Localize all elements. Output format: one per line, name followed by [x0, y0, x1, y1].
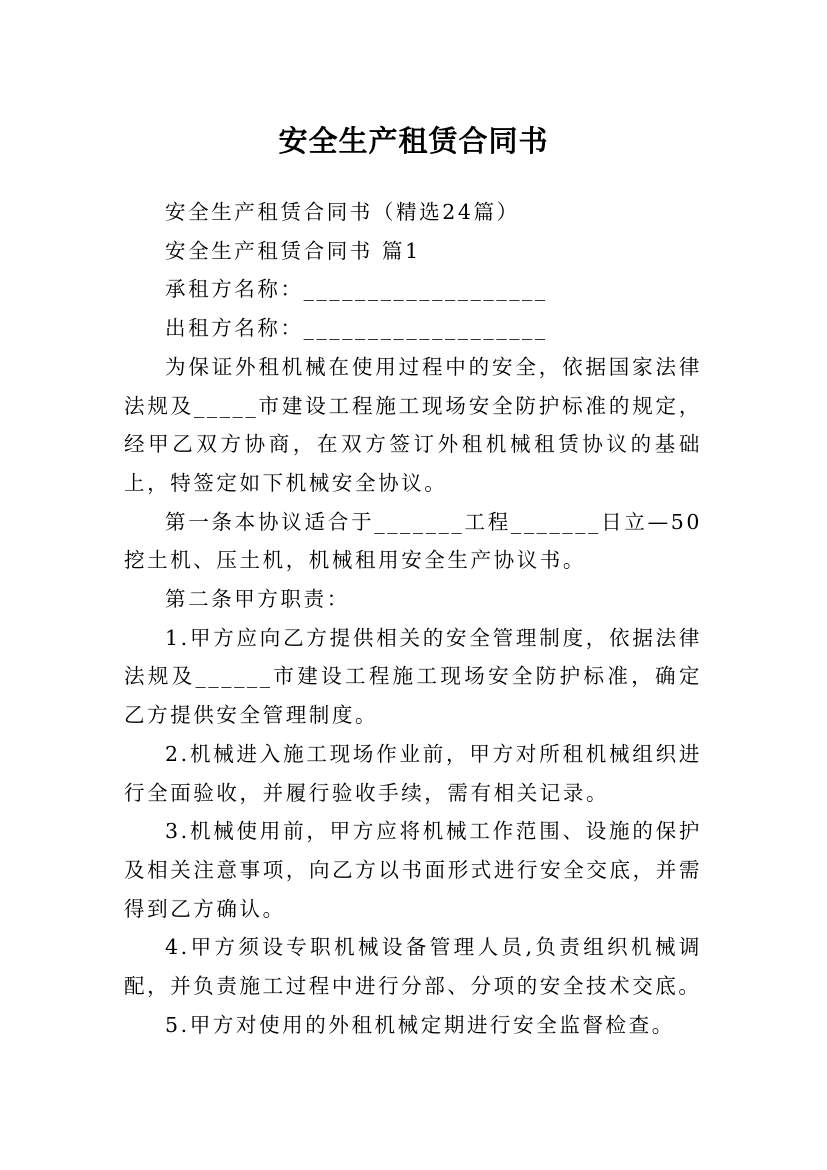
duty-item-1: 1.甲方应向乙方提供相关的安全管理制度，依据法律法规及______市建设工程施工现场安全防护标准，确定乙方提供安全管理制度。 — [124, 625, 702, 728]
lessor-name-line: 出租方名称：___________________ — [165, 316, 548, 341]
article-heading: 安全生产租赁合同书 篇1 — [165, 238, 421, 263]
duty-item-4: 4.甲方须设专职机械设备管理人员,负责组织机械调配，并负责施工过程中进行分部、分项的安全技术交底。 — [124, 935, 702, 999]
document-body — [124, 193, 702, 1044]
article-2-heading: 第二条甲方职责： — [165, 587, 350, 612]
duty-item-3: 3.机械使用前，甲方应将机械工作范围、设施的保护及相关注意事项，向乙方以书面形式进行安全交底，并需得到乙方确认。 — [124, 819, 702, 921]
preamble-paragraph: 为保证外租机械在使用过程中的安全，依据国家法律法规及_____市建设工程施工现场安全防护标准的规定，经甲乙双方协商，在双方签订外租机械租赁协议的基础上，特签定如下机械安全协议。 — [124, 354, 702, 495]
duty-item-2: 2.机械进入施工现场作业前，甲方对所租机械组织进行全面验收，并履行验收手续，需有相关记录。 — [124, 741, 702, 805]
duty-item-5: 5.甲方对使用的外租机械定期进行安全监督检查。 — [165, 1012, 675, 1037]
lessee-name-line: 承租方名称：___________________ — [165, 277, 548, 302]
article-1-paragraph: 第一条本协议适合于_______工程_______日立—50挖土机、压土机，机械租用安全生产协议书。 — [124, 509, 702, 573]
collection-heading: 安全生产租赁合同书（精选24篇） — [165, 200, 520, 224]
document-title: 安全生产租赁合同书 — [278, 124, 549, 159]
